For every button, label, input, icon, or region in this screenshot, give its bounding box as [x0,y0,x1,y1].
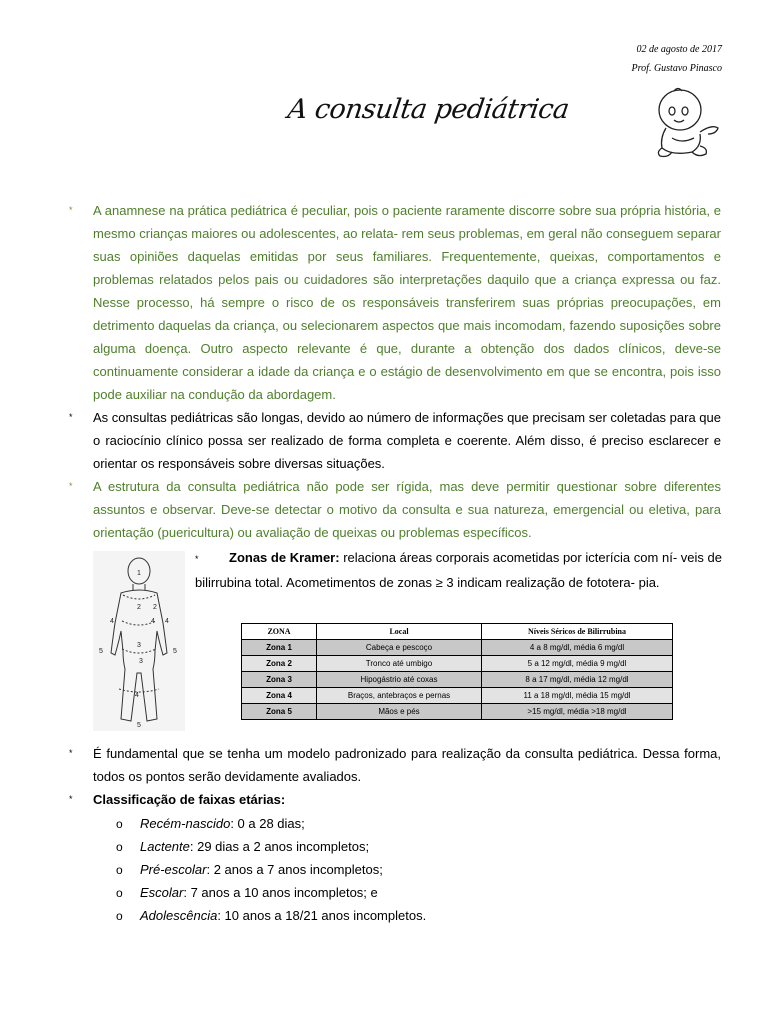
circle-o-bullet-icon: o [116,886,123,900]
zone-label: 4 [135,692,139,699]
age-range: : 2 anos a 7 anos incompletos; [206,862,383,877]
column-header: Níveis Séricos de Bilirrubina [482,624,673,640]
age-term: Recém-nascido [140,816,231,831]
table-cell: 4 a 8 mg/dl, média 6 mg/dl [482,640,673,656]
age-range: : 0 a 28 dias; [230,816,305,831]
age-term: Lactente [140,839,190,854]
column-header: Local [317,624,482,640]
zone-label: 2 [153,604,157,611]
zone-label: 5 [137,722,141,729]
table-cell: Mãos e pés [317,704,482,720]
zone-label: 5 [99,648,103,655]
table-row [242,688,673,704]
column-header: ZONA [242,624,317,640]
classificacao-heading: Classificação de faixas etárias: [93,792,286,807]
paragraph-consultas-longas: As consultas pediátricas são longas, devido ao número de informações que precisam ser coletadas para que o raciocínio clínico possa ser realizado de forma completa e coerente. Além disso, é preciso esclarecer e orientar os responsáveis sobre diversas situações. [93,410,721,471]
table-cell: 8 a 17 mg/dl, média 12 mg/dl [482,672,673,688]
kramer-heading: Zonas de Kramer: [229,550,340,565]
table-cell: Cabeça e pescoço [317,640,482,656]
asterisk-bullet-icon: * [69,205,73,215]
asterisk-bullet-icon: * [69,794,73,804]
age-range: : 29 dias a 2 anos incompletos; [189,839,370,854]
table-cell: Tronco até umbigo [317,656,482,672]
table-row [242,656,673,672]
table-row [242,672,673,688]
zone-label: 3 [139,658,143,665]
age-term: Pré-escolar [140,862,207,877]
circle-o-bullet-icon: o [116,909,123,923]
asterisk-bullet-icon: * [195,554,199,564]
zone-label: 3 [137,642,141,649]
zone-label: 4 [165,618,169,625]
list-item [116,862,383,877]
kramer-description [195,546,722,594]
age-term: Escolar [140,885,184,900]
age-range: : 7 anos a 10 anos incompletos; e [183,885,378,900]
asterisk-bullet-icon: * [69,412,73,422]
list-item [116,885,378,900]
zone-label: 4 [110,618,114,625]
document-date: 02 de agosto de 2017 [636,44,722,55]
kramer-zones-table [241,623,673,720]
circle-o-bullet-icon: o [116,840,123,854]
table-cell: Braços, antebraços e pernas [317,688,482,704]
table-row [242,640,673,656]
asterisk-bullet-icon: * [69,748,73,758]
page-title: A consulta pediátrica [285,94,571,125]
zone-label: 1 [137,570,141,577]
zone-label: 5 [173,648,177,655]
table-cell: Zona 5 [242,704,317,720]
kramer-body: relaciona áreas corporais acometidas por icterícia com ní- veis de bilirrubina total. Acometimentos de zonas ≥ 3 indicam realização de fototera- pia. [195,550,722,590]
table-cell: Zona 2 [242,656,317,672]
kramer-zone-labels [93,551,185,731]
circle-o-bullet-icon: o [116,863,123,877]
list-item [116,839,369,854]
table-cell: >15 mg/dl, média >18 mg/dl [482,704,673,720]
baby-drawing-icon [652,86,722,160]
table-cell: 11 a 18 mg/dl, média 15 mg/dl [482,688,673,704]
paragraph-fundamental: É fundamental que se tenha um modelo padronizado para realização da consulta pediátrica. Dessa forma, todos os pontos serão devidamente avaliados. [93,746,721,784]
table-cell: 5 a 12 mg/dl, média 9 mg/dl [482,656,673,672]
table-cell: Hipogástrio até coxas [317,672,482,688]
zone-label: 2 [137,604,141,611]
table-cell: Zona 4 [242,688,317,704]
age-term: Adolescência [140,908,218,923]
paragraph-estrutura: A estrutura da consulta pediátrica não pode ser rígida, mas deve permitir questionar sobre diferentes assuntos e observar. Deve-se detectar o motivo da consulta e sua natureza, emergencial ou eletiva, para orientação (puericultura) ou avaliação de queixas ou problemas específicos. [93,479,721,540]
list-item [116,908,426,923]
table-header-row [242,624,673,640]
paragraph-anamnese: A anamnese na prática pediátrica é peculiar, pois o paciente raramente discorre sobre sua própria história, e mesmo crianças maiores ou adolescentes, ao relata- rem seus problemas, em geral não conseguem separar suas opiniões daquelas emitidas por seus familiares. Frequentemente, queixas, comportamentos e problemas relatados pelos pais ou cuidadores são interpretações daquilo que a criança expressa ou faz. Nesse processo, há sempre o risco de os responsáveis transferirem suas próprias preocupações, em detrimento daquelas da criança, ou selecionarem aspectos que mais incomodam, fazendo suposições sobre alguma doença. Outro aspecto relevante é que, durante a obtenção dos dados clínicos, deve-se continuamente considerar a idade da criança e o estágio de desenvolvimento em que se encontra, pois isso pode auxiliar na condução da abordagem. [93,203,721,402]
table-cell: Zona 3 [242,672,317,688]
table-row [242,704,673,720]
asterisk-bullet-icon: * [69,481,73,491]
list-item [116,816,305,831]
table-cell: Zona 1 [242,640,317,656]
zone-label: 4 [151,618,155,625]
age-range: : 10 anos a 18/21 anos incompletos. [217,908,427,923]
document-author: Prof. Gustavo Pinasco [631,63,722,74]
circle-o-bullet-icon: o [116,817,123,831]
classificacao-heading-line [93,788,721,811]
